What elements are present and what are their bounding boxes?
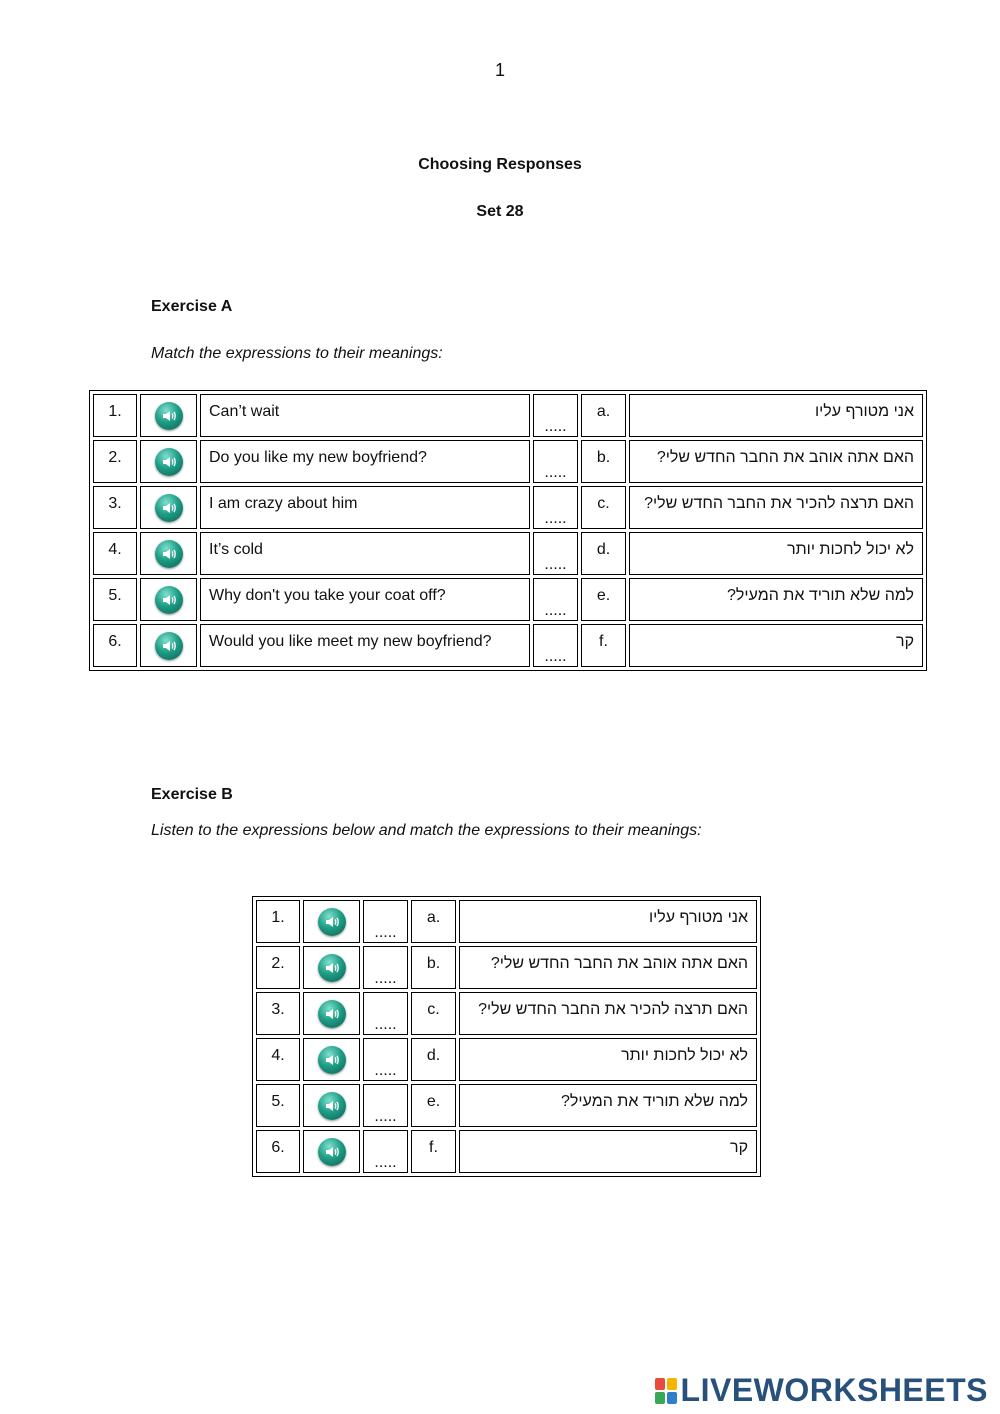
audio-button[interactable] [140, 486, 197, 529]
expression-text: It’s cold [200, 532, 530, 575]
speaker-icon[interactable] [155, 402, 183, 430]
item-number: 6. [256, 1130, 300, 1173]
audio-button[interactable] [303, 1130, 360, 1173]
item-number: 1. [93, 394, 137, 437]
table-row [256, 1084, 757, 1127]
audio-button[interactable] [140, 532, 197, 575]
audio-button[interactable] [140, 440, 197, 483]
speaker-icon[interactable] [318, 1138, 346, 1166]
audio-button[interactable] [140, 578, 197, 621]
speaker-icon[interactable] [318, 1046, 346, 1074]
table-row [256, 1130, 757, 1173]
answer-blank[interactable]: ..... [363, 992, 408, 1035]
option-letter: a. [581, 394, 626, 437]
page-title: Choosing Responses [418, 156, 582, 173]
speaker-icon[interactable] [155, 632, 183, 660]
meaning-text: האם אתה אוהב את החבר החדש שלי? [629, 440, 923, 483]
audio-button[interactable] [303, 946, 360, 989]
meaning-text: לא יכול לחכות יותר [629, 532, 923, 575]
option-letter: e. [411, 1084, 456, 1127]
option-letter: c. [411, 992, 456, 1035]
option-letter: f. [411, 1130, 456, 1173]
meaning-text: קר [629, 624, 923, 667]
table-row [93, 624, 923, 667]
table-row [93, 578, 923, 621]
meaning-text: אני מטורף עליו [459, 900, 757, 943]
item-number: 3. [93, 486, 137, 529]
logo-text: LIVEWORKSHEETS [680, 1372, 988, 1408]
logo-mark-icon [655, 1378, 677, 1404]
speaker-icon[interactable] [318, 954, 346, 982]
speaker-icon[interactable] [318, 1092, 346, 1120]
meaning-text: למה שלא תוריד את המעיל? [629, 578, 923, 621]
exercise-b-table [252, 896, 761, 1177]
table-row [93, 486, 923, 529]
meaning-text: לא יכול לחכות יותר [459, 1038, 757, 1081]
speaker-icon[interactable] [318, 1000, 346, 1028]
speaker-icon[interactable] [155, 540, 183, 568]
answer-blank[interactable]: ..... [533, 578, 578, 621]
answer-blank[interactable]: ..... [533, 532, 578, 575]
answer-blank[interactable]: ..... [363, 1130, 408, 1173]
meaning-text: האם תרצה להכיר את החבר החדש שלי? [629, 486, 923, 529]
set-label: Set 28 [476, 203, 524, 220]
answer-blank[interactable]: ..... [533, 486, 578, 529]
liveworksheets-logo [655, 1372, 988, 1409]
item-number: 5. [93, 578, 137, 621]
table-row [256, 992, 757, 1035]
audio-button[interactable] [303, 900, 360, 943]
answer-blank[interactable]: ..... [533, 394, 578, 437]
item-number: 6. [93, 624, 137, 667]
expression-text: Do you like my new boyfriend? [200, 440, 530, 483]
exercise-b-heading: Exercise B [151, 786, 233, 803]
speaker-icon[interactable] [155, 494, 183, 522]
audio-button[interactable] [303, 1038, 360, 1081]
answer-blank[interactable]: ..... [533, 440, 578, 483]
option-letter: b. [581, 440, 626, 483]
meaning-text: אני מטורף עליו [629, 394, 923, 437]
meaning-text: האם אתה אוהב את החבר החדש שלי? [459, 946, 757, 989]
option-letter: f. [581, 624, 626, 667]
answer-blank[interactable]: ..... [533, 624, 578, 667]
expression-text: Can’t wait [200, 394, 530, 437]
answer-blank[interactable]: ..... [363, 1038, 408, 1081]
speaker-icon[interactable] [155, 448, 183, 476]
table-row [256, 900, 757, 943]
table-row [256, 946, 757, 989]
exercise-b-instruction: Listen to the expressions below and match the expressions to their meanings: [151, 822, 702, 839]
audio-button[interactable] [303, 992, 360, 1035]
table-row [93, 440, 923, 483]
item-number: 2. [256, 946, 300, 989]
answer-blank[interactable]: ..... [363, 900, 408, 943]
exercise-a-table [89, 390, 927, 671]
audio-button[interactable] [140, 394, 197, 437]
item-number: 2. [93, 440, 137, 483]
exercise-a-instruction: Match the expressions to their meanings: [151, 345, 443, 362]
audio-button[interactable] [303, 1084, 360, 1127]
option-letter: b. [411, 946, 456, 989]
answer-blank[interactable]: ..... [363, 946, 408, 989]
option-letter: d. [581, 532, 626, 575]
meaning-text: קר [459, 1130, 757, 1173]
expression-text: I am crazy about him [200, 486, 530, 529]
table-row [93, 532, 923, 575]
expression-text: Why don't you take your coat off? [200, 578, 530, 621]
item-number: 1. [256, 900, 300, 943]
option-letter: a. [411, 900, 456, 943]
meaning-text: למה שלא תוריד את המעיל? [459, 1084, 757, 1127]
meaning-text: האם תרצה להכיר את החבר החדש שלי? [459, 992, 757, 1035]
answer-blank[interactable]: ..... [363, 1084, 408, 1127]
option-letter: d. [411, 1038, 456, 1081]
page-number: 1 [494, 60, 505, 80]
option-letter: e. [581, 578, 626, 621]
table-row [93, 394, 923, 437]
option-letter: c. [581, 486, 626, 529]
speaker-icon[interactable] [155, 586, 183, 614]
speaker-icon[interactable] [318, 908, 346, 936]
audio-button[interactable] [140, 624, 197, 667]
item-number: 4. [93, 532, 137, 575]
expression-text: Would you like meet my new boyfriend? [200, 624, 530, 667]
exercise-a-heading: Exercise A [151, 298, 233, 315]
item-number: 3. [256, 992, 300, 1035]
item-number: 4. [256, 1038, 300, 1081]
item-number: 5. [256, 1084, 300, 1127]
table-row [256, 1038, 757, 1081]
